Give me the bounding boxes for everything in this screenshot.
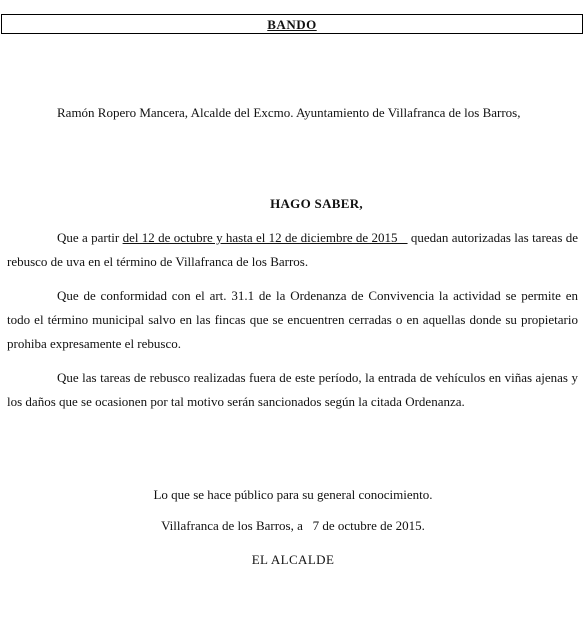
paragraph-authorization-dates: del 12 de octubre y hasta el 12 de diciembre de 2015 bbox=[122, 230, 408, 245]
paragraph-authorization-start: Que a partir bbox=[57, 230, 123, 245]
signature-line: EL ALCALDE bbox=[251, 552, 335, 567]
paragraph-conformity: Que de conformidad con el art. 31.1 de la Ordenanza de Convivencia la actividad se permite en todo el término municipal salvo en las fincas que se encuentren cerradas o en aquellas donde su propietario prohiba expresamente el rebusco. bbox=[7, 288, 578, 351]
paragraph-authorization-end: quedan autorizadas las tareas de rebusco de uva en el término de Villafranca de los Barros. bbox=[7, 230, 578, 269]
document-title: BANDO bbox=[267, 17, 317, 32]
heading-text: HAGO SABER, bbox=[270, 196, 363, 211]
closing-line: Lo que se hace público para su general conocimiento. bbox=[153, 487, 433, 502]
paragraph-sanctions: Que las tareas de rebusco realizadas fuera de este período, la entrada de vehículos en viñas ajenas y los daños que se ocasionen por tal motivo serán sancionados según la citada Ordenanza. bbox=[7, 370, 578, 409]
paragraph-authorization bbox=[7, 226, 578, 274]
intro-paragraph: Ramón Ropero Mancera, Alcalde del Excmo. Ayuntamiento de Villafranca de los Barros, bbox=[57, 105, 521, 120]
title-box bbox=[1, 14, 583, 34]
heading-hago-saber bbox=[7, 196, 578, 212]
place-date-line: Villafranca de los Barros, a 7 de octubre de 2015. bbox=[161, 518, 425, 533]
